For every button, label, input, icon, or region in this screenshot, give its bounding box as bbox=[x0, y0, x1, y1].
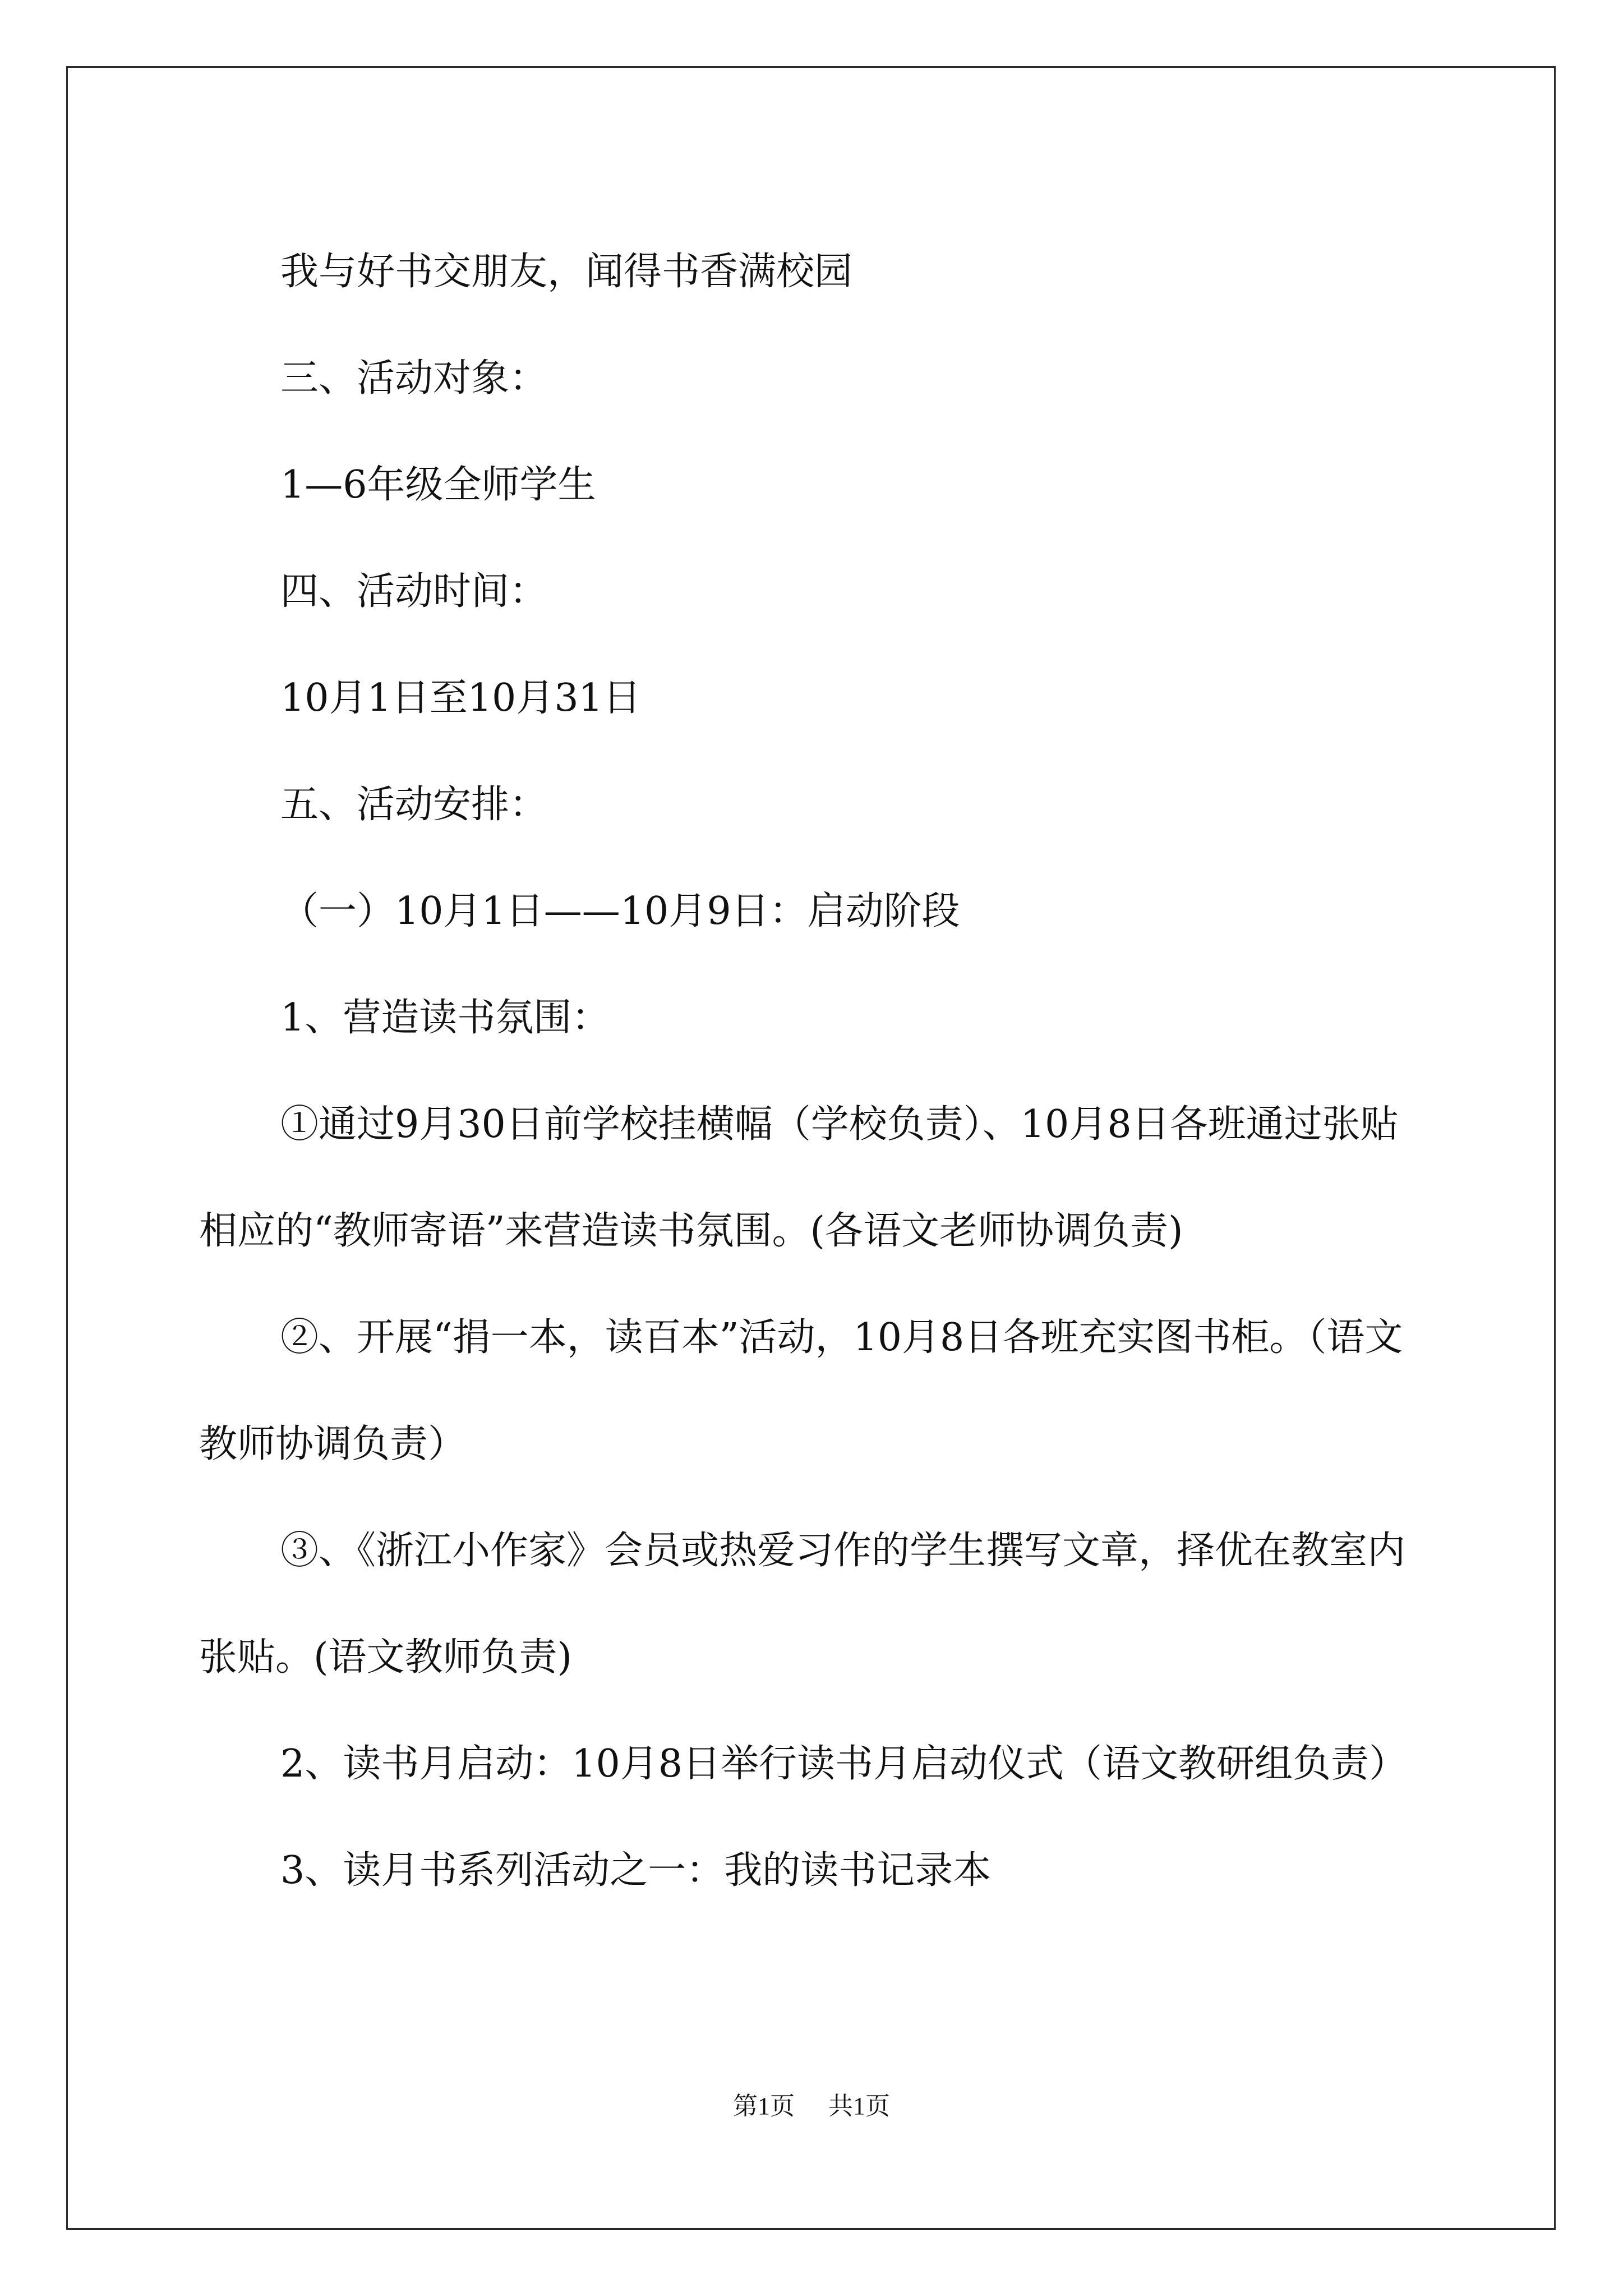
paragraph-item-3: ③、《浙江小作家》会员或热爱习作的学生撰写文章，择优在教室内张贴。(语文教师负责) bbox=[199, 1529, 1406, 1680]
paragraph-theme: 我与好书交朋友，闻得书香满校园 bbox=[280, 250, 853, 294]
heading-phase-one: （一）10月1日——10月9日：启动阶段 bbox=[280, 889, 960, 933]
paragraph-item-1: ①通过9月30日前学校挂横幅（学校负责）、10月8日各班通过张贴相应的“教师寄语”来营造读书氛围。(各语文老师协调负责) bbox=[199, 1102, 1399, 1253]
document-body bbox=[199, 219, 1433, 1924]
paragraph-series-one: 3、读月书系列活动之一：我的读书记录本 bbox=[280, 1848, 992, 1893]
page-number: 第1页 bbox=[733, 2092, 795, 2120]
paragraph-target: 1—6年级全师学生 bbox=[280, 463, 596, 507]
heading-reading-atmosphere: 1、营造读书氛围： bbox=[280, 996, 610, 1040]
heading-activity-target: 三、活动对象： bbox=[280, 356, 548, 401]
paragraph-launch: 2、读书月启动：10月8日举行读书月启动仪式（语文教研组负责） bbox=[280, 1742, 1408, 1786]
heading-activity-schedule: 五、活动安排： bbox=[280, 783, 548, 827]
heading-activity-time: 四、活动时间： bbox=[280, 569, 548, 614]
page-footer bbox=[0, 2086, 1623, 2122]
page-total: 共1页 bbox=[828, 2092, 890, 2120]
paragraph-item-2: ②、开展“捐一本，读百本”活动，10月8日各班充实图书柜。（语文教师协调负责） bbox=[199, 1315, 1403, 1466]
paragraph-time: 10月1日至10月31日 bbox=[280, 676, 641, 720]
